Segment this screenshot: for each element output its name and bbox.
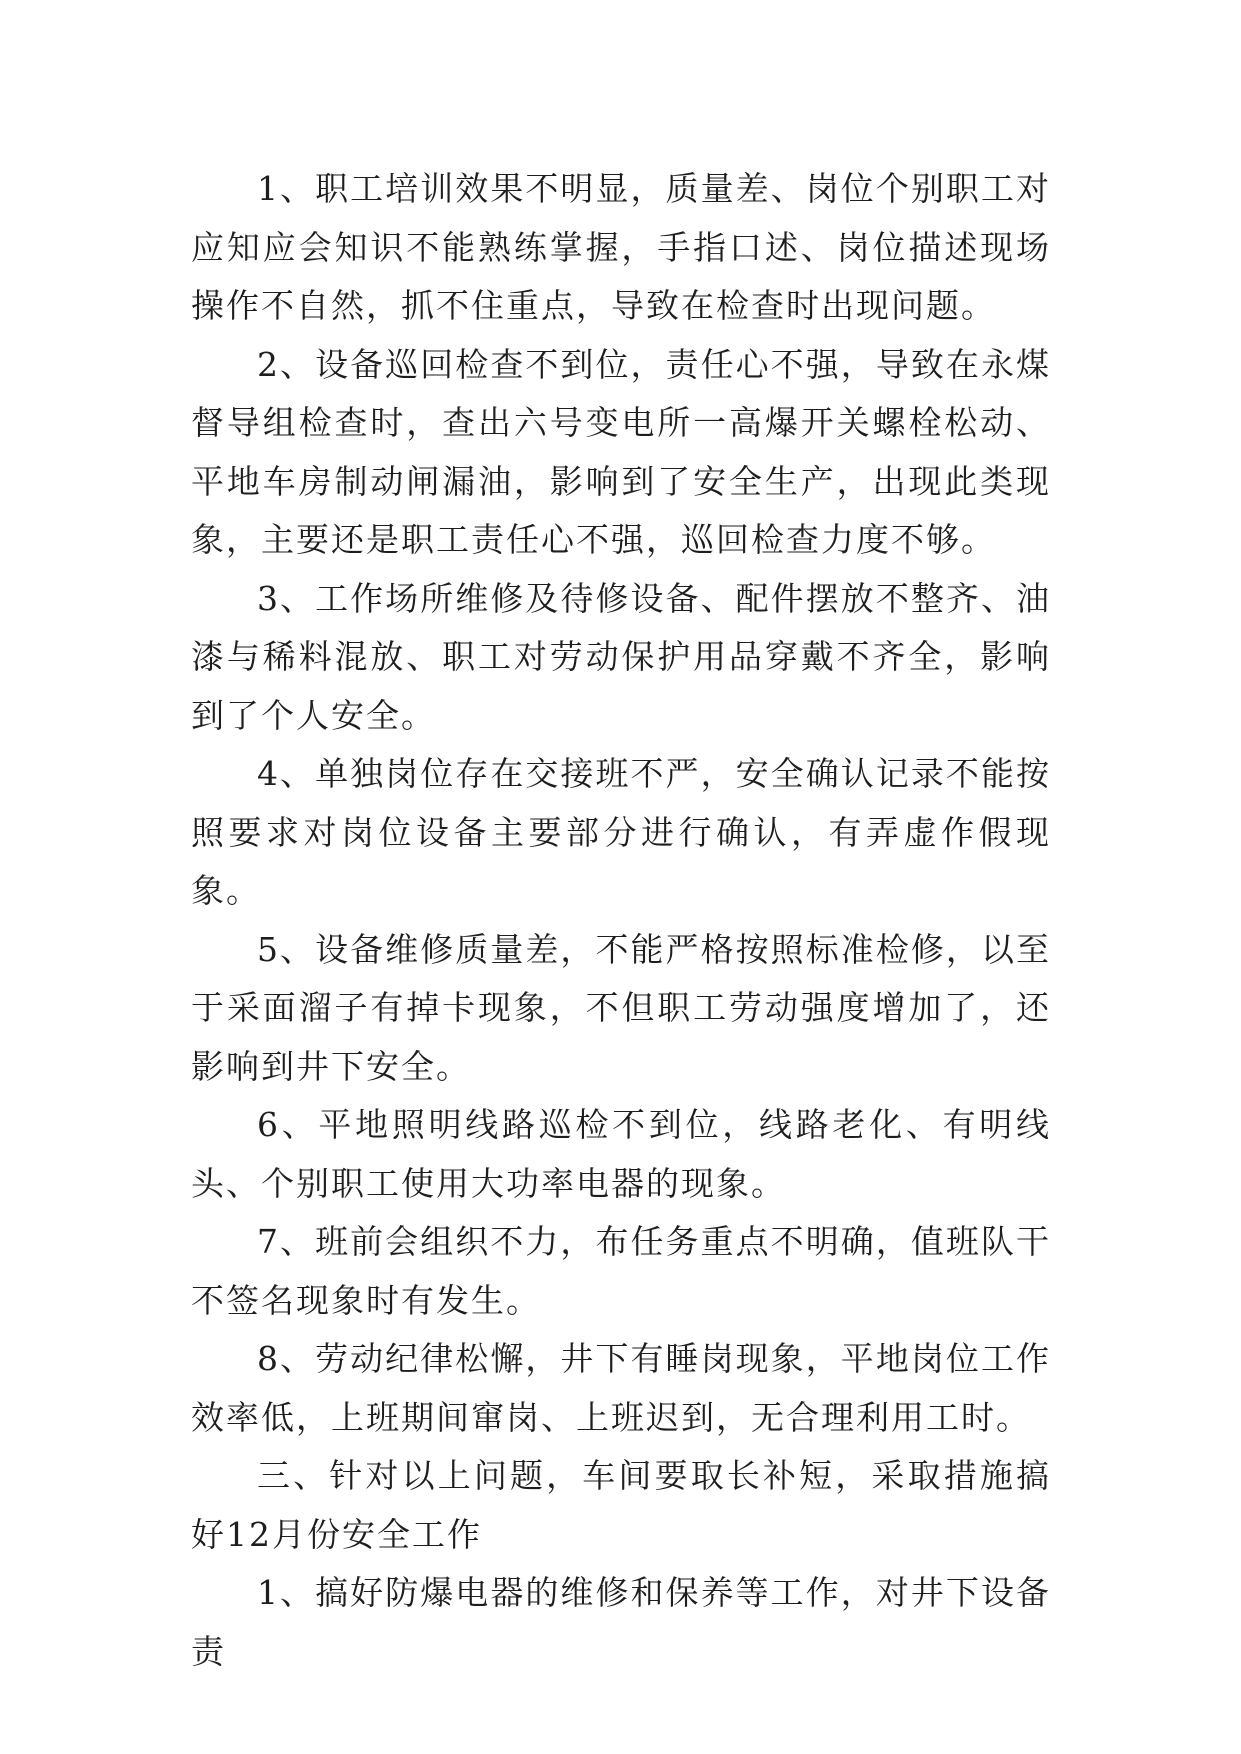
paragraph-issue-5: 5、设备维修质量差，不能严格按照标准检修，以至于采面溜子有掉卡现象，不但职工劳动强度增加了，还影响到井下安全。 xyxy=(191,929,1051,1086)
paragraph-issue-3: 3、工作场所维修及待修设备、配件摆放不整齐、油漆与稀料混放、职工对劳动保护用品穿戴不齐全，影响到了个人安全。 xyxy=(191,578,1051,735)
paragraph-issue-8: 8、劳动纪律松懈，井下有睡岗现象，平地岗位工作效率低，上班期间窜岗、上班迟到，无合理利用工时。 xyxy=(191,1339,1051,1437)
paragraph-issue-2: 2、设备巡回检查不到位，责任心不强，导致在永煤督导组检查时，查出六号变电所一高爆开关螺栓松动、平地车房制动闸漏油，影响到了安全生产，出现此类现象，主要还是职工责任心不强，巡回检查力度不够。 xyxy=(191,344,1051,559)
section-heading-3: 三、针对以上问题，车间要取长补短，采取措施搞好12月份安全工作 xyxy=(191,1456,1051,1554)
paragraph-issue-6: 6、平地照明线路巡检不到位，线路老化、有明线头、个别职工使用大功率电器的现象。 xyxy=(191,1105,1051,1203)
paragraph-issue-1: 1、职工培训效果不明显，质量差、岗位个别职工对应知应会知识不能熟练掌握，手指口述、岗位描述现场操作不自然，抓不住重点，导致在检查时出现问题。 xyxy=(191,169,1051,325)
paragraph-issue-4: 4、单独岗位存在交接班不严，安全确认记录不能按照要求对岗位设备主要部分进行确认，有弄虚作假现象。 xyxy=(191,754,1051,910)
document-body xyxy=(191,160,1051,1681)
paragraph-measure-1: 1、搞好防爆电器的维修和保养等工作，对井下设备责 xyxy=(191,1573,1051,1671)
paragraph-issue-7: 7、班前会组织不力，布任务重点不明确，值班队干不签名现象时有发生。 xyxy=(191,1222,1051,1320)
